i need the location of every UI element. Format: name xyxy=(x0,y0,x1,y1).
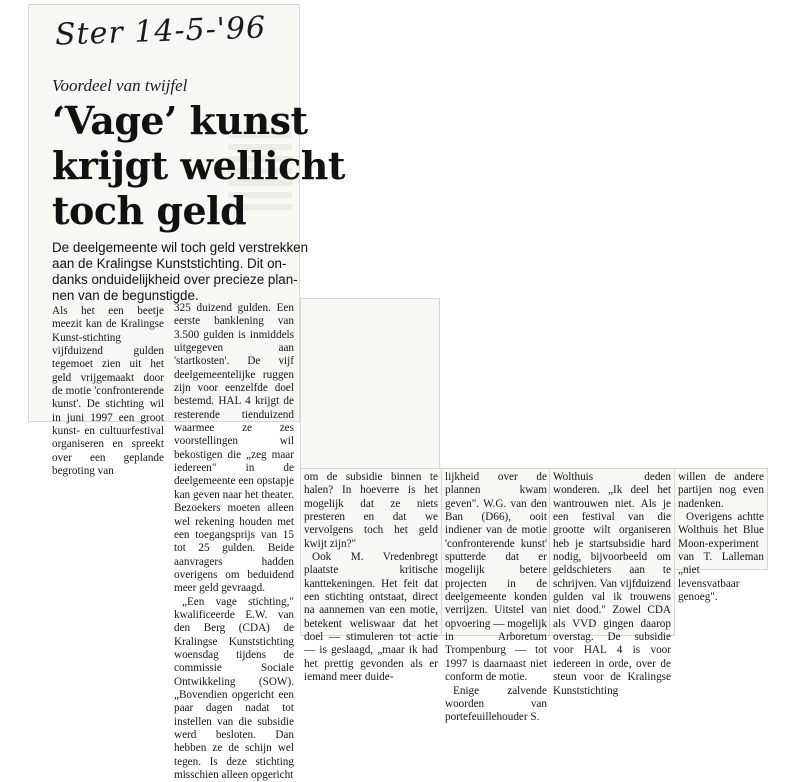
paragraph: om de subsidie binnen te halen? In hoeverre is het mogelijk dat ze niets presteren en dat we vervolgens toch het geld kwijt zijn?" xyxy=(304,471,438,550)
headline-line: krijgt wellicht xyxy=(52,143,345,188)
article-column-3 xyxy=(304,471,438,685)
paragraph: willen de andere partijen nog even nadenken. xyxy=(678,471,764,510)
article-kicker: Voordeel van twijfel xyxy=(52,76,188,95)
article-column-4 xyxy=(445,471,547,725)
paragraph: Als het een beetje meezit kan de Kralingse Kunst-stichting vijfduizend gulden tegemoet zien uit het geld vrijgemaakt door de motie 'confronterende kunst'. De stichting wil in juni 1997 een groot kunst- en cultuurfestival organiseren en spreekt over een geplande begroting van xyxy=(52,305,164,478)
article-column-5 xyxy=(553,471,671,698)
paragraph: Ook M. Vredenbregt plaatste kritische kanttekeningen. Het feit dat een stichting ontstaat, direct na aannemen van een motie, betekent weliswaar dat het doel — stimuleren tot actie — is geslaagd, „maar ik had het prettig gevonden als er iemand meer duide- xyxy=(304,551,438,684)
paragraph: lijkheid over de plannen kwam geven". W.G. van den Ban (D66), ooit indiener van de motie 'confronterende kunst' sputterde dat er mogelijk betere projecten in de deelgemeente konden verrijzen. Uitstel van opvoering — mogelijk in Arboretum Trompenburg — tot 1997 is daarnaast niet conform de motie. xyxy=(445,471,547,684)
intro-line: aan de Kralingse Kunststichting. Dit on- xyxy=(52,255,287,271)
article-column-2 xyxy=(174,302,294,782)
intro-line: danks onduidelijkheid over precieze plan- xyxy=(52,271,298,287)
article-column-6 xyxy=(678,471,764,604)
paragraph: 325 duizend gulden. Een eerste banklening van 3.500 gulden is inmiddels uitgegeven aan 'startkosten'. De vijf deelgemeentelijke ruggen zijn voor eenzelfde doel bestemd. HAL 4 krijgt de resterende tienduizend waarmee ze zes voorstellingen wil bekostigen die „zeg maar iedereen" in de deelgemeente een opstapje kan geven naar het theater. Bezoekers moeten alleen wel rekening houden met een toegangsprijs van 15 tot 25 gulden. Beide aanvragers hadden overigens om beduidend meer geld gevraagd. xyxy=(174,302,294,595)
paragraph: „Een vage stichting," kwalificeerde E.W. van den Berg (CDA) de Kralingse Kunststichting woensdag tijdens de commissie Sociale Ontwikkeling (SOW). „Bovendien opgericht een paar dagen nadat tot instellen van die subsidie werd besloten. Dan hebben ze de schijn wel tegen. Is deze stichting misschien alleen opgericht xyxy=(174,595,294,782)
article-intro xyxy=(52,240,309,304)
article-headline xyxy=(52,98,345,233)
headline-line: toch geld xyxy=(52,188,247,233)
article-column-1 xyxy=(52,305,164,478)
handwritten-date: Ster 14-5-'96 xyxy=(54,10,267,53)
paragraph: Overigens achtte Wolthuis het Blue Moon-experiment van T. Lalleman „niet levensvatbaar genoeg". xyxy=(678,511,764,604)
paragraph: Enige zalvende woorden van portefeuillehouder S. xyxy=(445,684,547,724)
headline-line: ‘Vage’ kunst xyxy=(52,98,308,143)
intro-line: De deelgemeente wil toch geld verstrekken xyxy=(52,240,309,255)
intro-line: nen van de begunstigde. xyxy=(52,287,199,303)
paragraph: Wolthuis deden wonderen. „Ik deel het wantrouwen niet. Als je een festival van die grootte wilt organiseren heb je startsubsidie hard nodig, bijvoorbeeld om geldschieters aan te schrijven. Van vijfduizend gulden val ik trouwens niet dood." Zowel CDA als VVD gingen daarop overstag. De subsidie voor HAL 4 is voor iedereen in orde, over de steun voor de Kralingse Kunststichting xyxy=(553,471,671,697)
